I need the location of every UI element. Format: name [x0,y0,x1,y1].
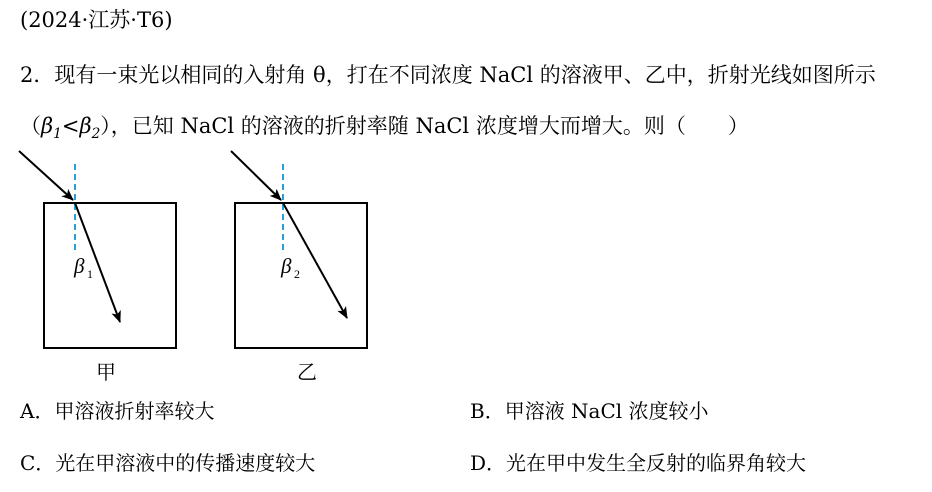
beta-subscript-1: 1 [53,126,62,143]
question-source: (2024·江苏·T6) [20,8,173,32]
option-c[interactable] [20,450,315,476]
option-a-text: 甲溶液折射率较大 [54,399,215,423]
question-number: 2． [20,63,55,87]
container-yi [235,203,367,348]
angle-beta2-symbol: β [281,254,292,278]
caption-yi: 乙 [297,360,317,384]
option-a[interactable] [20,398,214,424]
option-d[interactable] [470,450,806,476]
angle-beta1-symbol: β [74,254,85,278]
beta-symbol-2: β [79,114,92,138]
option-b[interactable] [470,398,709,424]
angle-beta1-subscript: 1 [87,267,93,281]
question-stem-part-2: ），已知 NaCl 的溶液的折射率随 NaCl 浓度增大而增大。则（ ） [100,114,749,138]
option-c-text: 光在甲溶液中的传播速度较大 [55,451,316,475]
container-jia [44,203,176,348]
less-than-sign: < [61,114,80,138]
option-d-text: 光在甲中发生全反射的临界角较大 [506,451,807,475]
caption-jia: 甲 [96,360,116,384]
beta-symbol-1: β [41,114,54,138]
angle-beta2-subscript: 2 [294,267,300,281]
beta-subscript-2: 2 [91,126,101,143]
option-a-letter: A． [20,399,55,423]
incident-ray-jia [19,151,73,200]
paren-open: （ [20,114,41,138]
option-d-letter: D． [470,451,507,475]
incident-ray-yi [231,151,281,200]
question-stem-part-1: 现有一束光以相同的入射角 θ，打在不同浓度 NaCl 的溶液甲、乙中，折射光线如图所示 [54,63,876,87]
option-b-letter: B． [470,399,505,423]
refracted-ray-yi [283,203,347,318]
option-c-letter: C． [20,451,56,475]
option-b-text: 甲溶液 NaCl 浓度较小 [504,399,709,423]
